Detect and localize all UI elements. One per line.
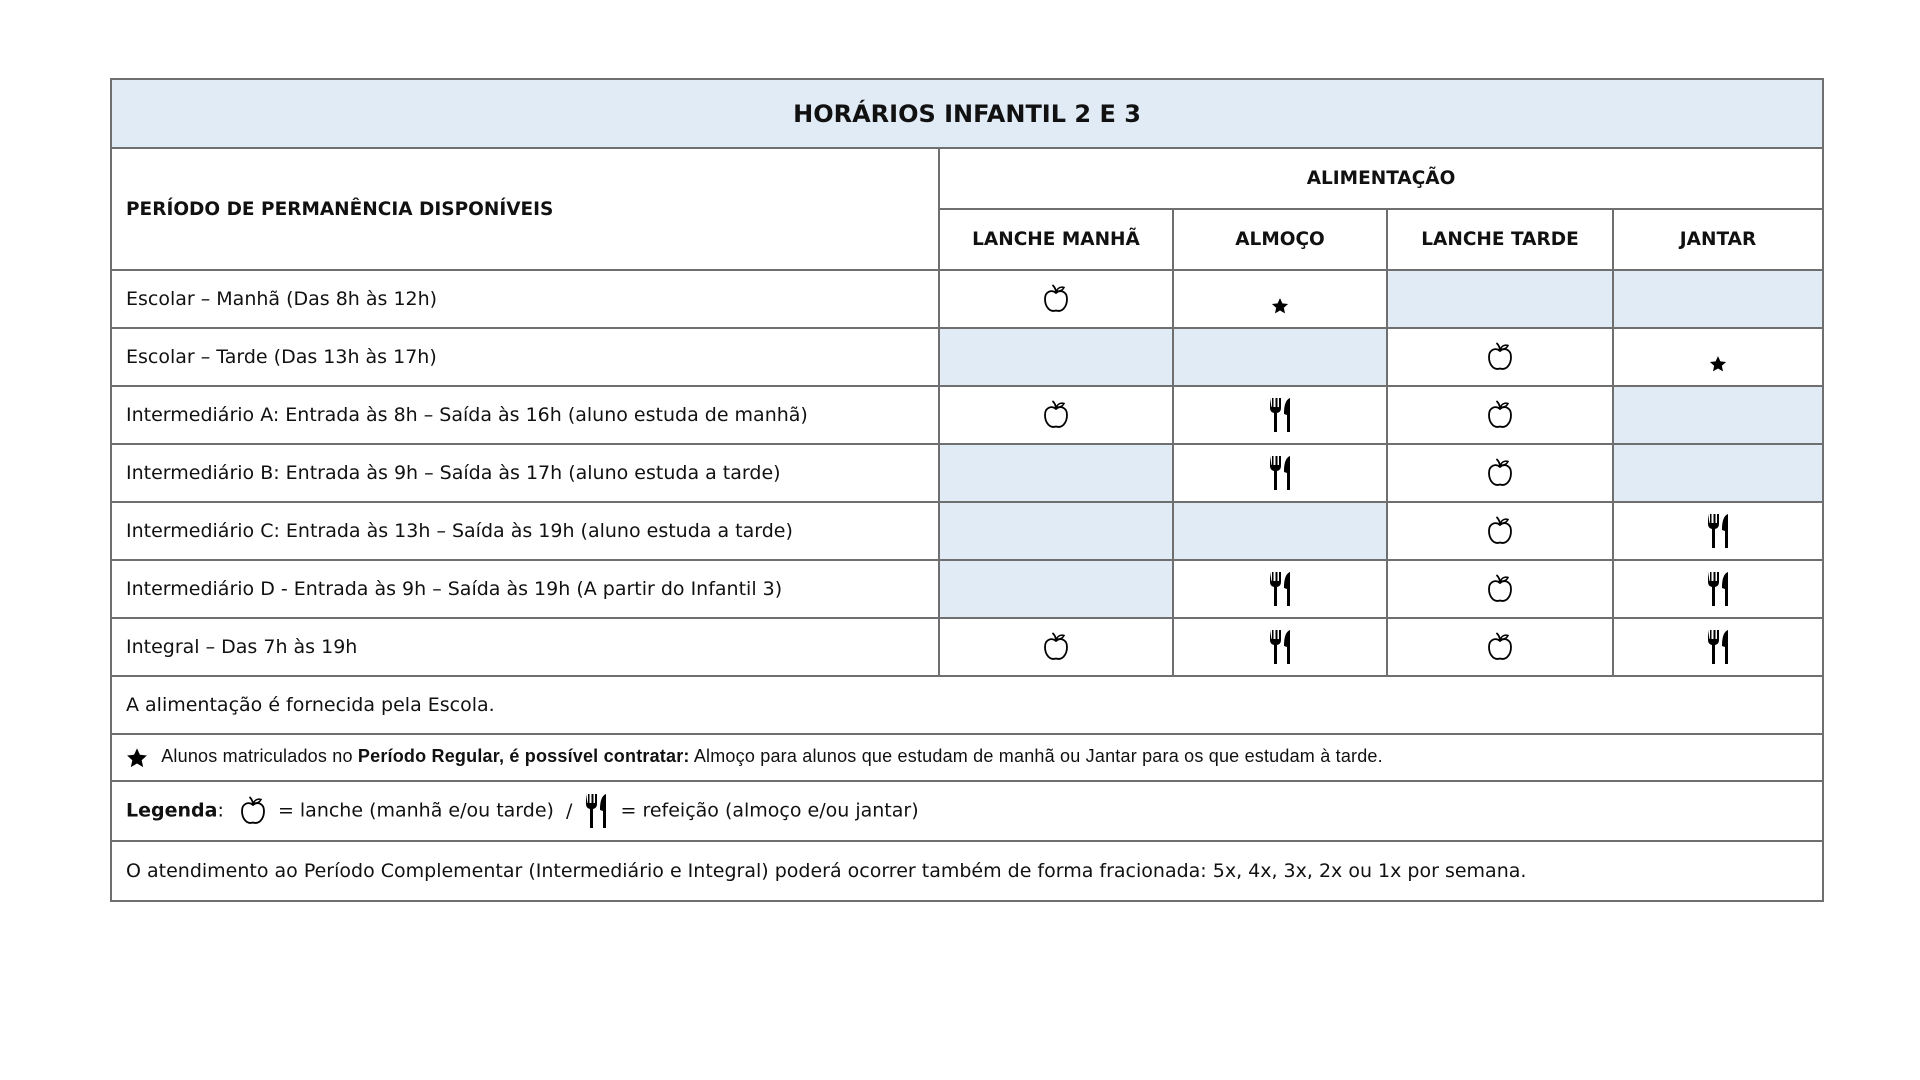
cutlery-icon [1268, 629, 1292, 665]
apple-icon [1485, 457, 1515, 489]
cell-jantar [1613, 270, 1823, 328]
food-provided-note: A alimentação é fornecida pela Escola. [111, 676, 1823, 734]
apple-icon [1485, 399, 1515, 431]
cell-jantar [1613, 386, 1823, 444]
cell-lanche-tarde [1387, 270, 1613, 328]
cell-almoco [1173, 560, 1387, 618]
cell-jantar [1613, 502, 1823, 560]
cutlery-icon [1706, 571, 1730, 607]
apple-icon [1041, 631, 1071, 663]
col-header-almoco: ALMOÇO [1173, 209, 1387, 270]
legend-meal-text: = refeição (almoço e/ou jantar) [620, 799, 919, 822]
legend-label: Legenda [126, 799, 218, 822]
cell-almoco [1173, 386, 1387, 444]
table-row [111, 386, 1823, 444]
col-header-lanche-manha: LANCHE MANHÃ [939, 209, 1173, 270]
apple-icon [1485, 631, 1515, 663]
star-icon [1709, 341, 1727, 373]
cell-lanche-tarde [1387, 618, 1613, 676]
cell-jantar [1613, 328, 1823, 386]
star-note-prefix: Alunos matriculados no [161, 746, 358, 767]
apple-icon [238, 795, 268, 827]
complementary-note: O atendimento ao Período Complementar (Intermediário e Integral) poderá ocorrer também de forma fracionada: 5x, 4x, 3x, 2x ou 1x por semana. [111, 841, 1823, 901]
food-group-header: ALIMENTAÇÃO [939, 148, 1823, 209]
apple-icon [1041, 399, 1071, 431]
row-label: Intermediário B: Entrada às 9h – Saída às 17h (aluno estuda a tarde) [111, 444, 939, 502]
star-note-bold: Período Regular, é possível contratar: [357, 746, 690, 767]
legend-separator: / [566, 799, 573, 822]
cutlery-icon [1268, 455, 1292, 491]
cutlery-icon [1706, 629, 1730, 665]
cell-lanche-manha [939, 270, 1173, 328]
cutlery-icon [1706, 513, 1730, 549]
cutlery-icon [584, 793, 608, 829]
cell-lanche-tarde [1387, 386, 1613, 444]
cell-lanche-manha [939, 560, 1173, 618]
cutlery-icon [1268, 397, 1292, 433]
cell-lanche-manha [939, 502, 1173, 560]
period-header: PERÍODO DE PERMANÊNCIA DISPONÍVEIS [111, 148, 939, 270]
schedule-table [110, 78, 1824, 902]
cell-lanche-tarde [1387, 502, 1613, 560]
cell-lanche-tarde [1387, 328, 1613, 386]
cell-lanche-tarde [1387, 560, 1613, 618]
apple-icon [1485, 515, 1515, 547]
star-icon [126, 747, 148, 769]
legend-snack-text: = lanche (manhã e/ou tarde) [277, 799, 554, 822]
apple-icon [1485, 573, 1515, 605]
row-label: Intermediário D - Entrada às 9h – Saída às 19h (A partir do Infantil 3) [111, 560, 939, 618]
col-header-jantar: JANTAR [1613, 209, 1823, 270]
cell-almoco [1173, 328, 1387, 386]
cell-jantar [1613, 618, 1823, 676]
table-row [111, 328, 1823, 386]
cell-jantar [1613, 444, 1823, 502]
cell-lanche-manha [939, 386, 1173, 444]
cell-lanche-manha [939, 444, 1173, 502]
col-header-lanche-tarde: LANCHE TARDE [1387, 209, 1613, 270]
apple-icon [1041, 283, 1071, 315]
star-note [111, 734, 1823, 781]
table-row [111, 502, 1823, 560]
row-label: Escolar – Tarde (Das 13h às 17h) [111, 328, 939, 386]
cell-jantar [1613, 560, 1823, 618]
star-icon [1271, 283, 1289, 315]
row-label: Intermediário A: Entrada às 8h – Saída às 16h (aluno estuda de manhã) [111, 386, 939, 444]
table-row [111, 618, 1823, 676]
star-note-suffix: Almoço para alunos que estudam de manhã ou Jantar para os que estudam à tarde. [689, 746, 1383, 767]
table-row [111, 560, 1823, 618]
apple-icon [1485, 341, 1515, 373]
row-label: Intermediário C: Entrada às 13h – Saída às 19h (aluno estuda a tarde) [111, 502, 939, 560]
row-label: Integral – Das 7h às 19h [111, 618, 939, 676]
table-title: HORÁRIOS INFANTIL 2 E 3 [111, 79, 1823, 148]
cell-almoco [1173, 502, 1387, 560]
cell-almoco [1173, 444, 1387, 502]
table-row [111, 270, 1823, 328]
legend-colon: : [217, 799, 224, 822]
cell-lanche-manha [939, 328, 1173, 386]
cell-almoco [1173, 270, 1387, 328]
row-label: Escolar – Manhã (Das 8h às 12h) [111, 270, 939, 328]
cell-lanche-manha [939, 618, 1173, 676]
cutlery-icon [1268, 571, 1292, 607]
cell-almoco [1173, 618, 1387, 676]
table-row [111, 444, 1823, 502]
cell-lanche-tarde [1387, 444, 1613, 502]
legend [111, 781, 1823, 841]
